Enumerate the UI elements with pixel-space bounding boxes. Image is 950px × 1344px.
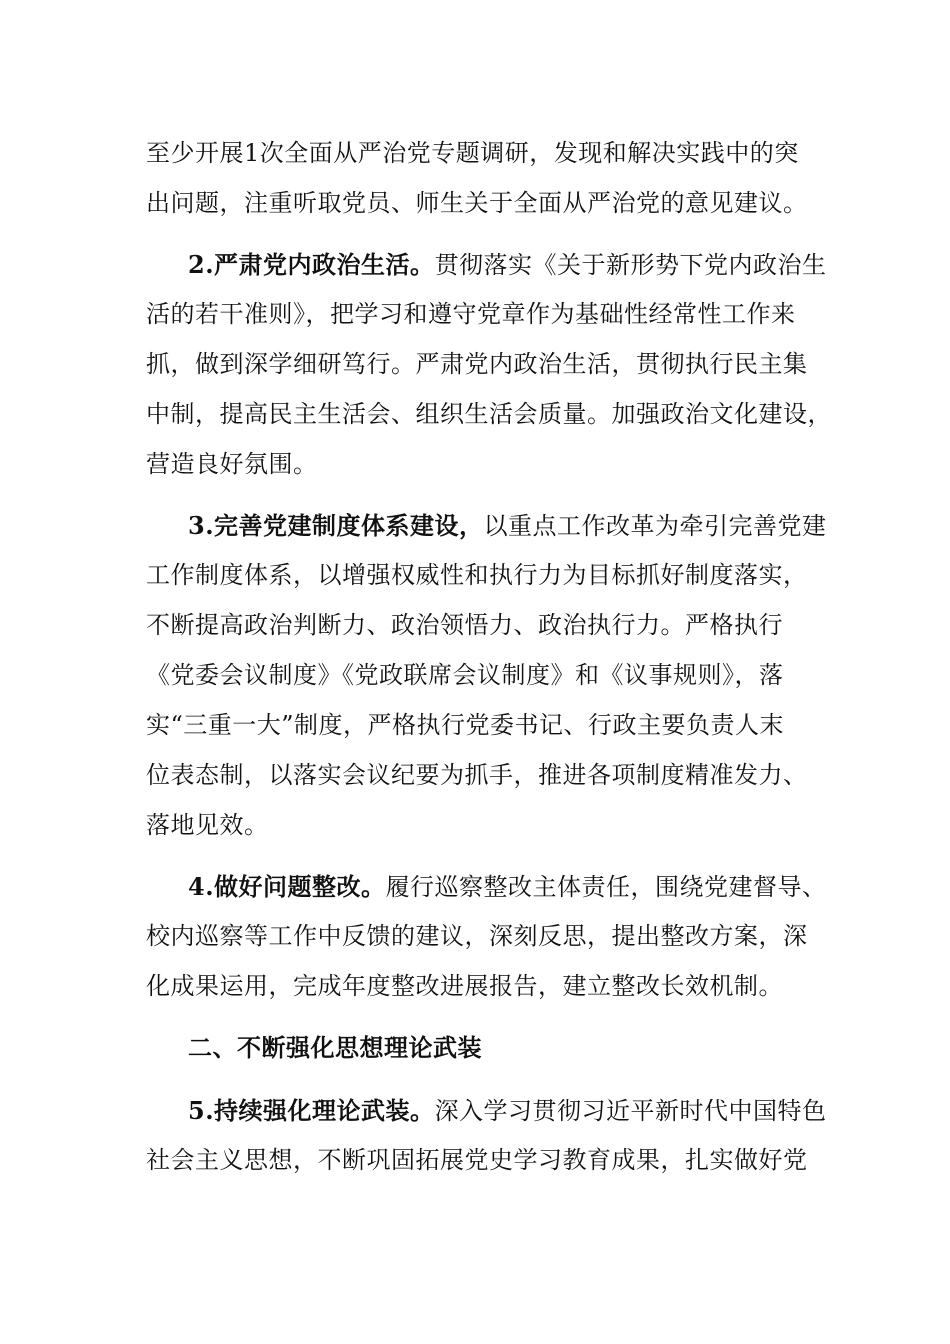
text-line: 化成果运用，完成年度整改进展报告，建立整改长效机制。: [146, 972, 783, 1000]
text-line: 至少开展1次全面从严治党专题调研，发现和解决实践中的突: [146, 139, 799, 167]
text-line: 出问题，注重听取党员、师生关于全面从严治党的意见建议。: [146, 189, 808, 217]
paragraph-first-line: [188, 250, 878, 280]
text-line: 位表态制，以落实会议纪要为抓手，推进各项制度精准发力、: [146, 761, 808, 789]
paragraph-text: 以重点工作改革为牵引完善党建: [483, 512, 827, 540]
section-heading: 二、不断强化思想理论武装: [188, 1033, 482, 1062]
text-line: 实“三重一大”制度，严格执行党委书记、行政主要负责人末: [146, 711, 785, 739]
paragraph-title: 2.严肃党内政治生活。: [188, 250, 435, 279]
paragraph-title: 3.完善党建制度体系建设，: [188, 511, 484, 540]
text-line: 社会主义思想，不断巩固拓展党史学习教育成果，扎实做好党: [146, 1146, 808, 1174]
text-line: 《党委会议制度》《党政联席会议制度》和《议事规则》，落: [146, 661, 784, 689]
text-line: 不断提高政治判断力、政治领悟力、政治执行力。严格执行: [146, 611, 783, 639]
paragraph-first-line: [188, 1096, 878, 1126]
text-line: 校内巡察等工作中反馈的建议，深刻反思，提出整改方案，深: [146, 922, 808, 950]
text-line: 抓，做到深学细研笃行。严肃党内政治生活，贯彻执行民主集: [146, 350, 808, 378]
text-line: 工作制度体系，以增强权威性和执行力为目标抓好制度落实，: [146, 561, 808, 589]
paragraph-text: 贯彻落实《关于新形势下党内政治生: [434, 251, 827, 279]
paragraph-first-line: [188, 511, 878, 541]
text-line: 中制，提高民主生活会、组织生活会质量。加强政治文化建设，: [146, 400, 832, 428]
text-line: 营造良好氛围。: [146, 450, 318, 478]
paragraph-title: 5.持续强化理论武装。: [188, 1096, 435, 1125]
paragraph-text: 深入学习贯彻习近平新时代中国特色: [434, 1097, 827, 1125]
text-line: 落地见效。: [146, 811, 269, 839]
text-line: 活的若干准则》，把学习和遵守党章作为基础性经常性工作来: [146, 300, 796, 328]
paragraph-first-line: [188, 872, 878, 902]
paragraph-text: 履行巡察整改主体责任，围绕党建督导、: [385, 873, 827, 901]
paragraph-title: 4.做好问题整改。: [188, 872, 386, 901]
